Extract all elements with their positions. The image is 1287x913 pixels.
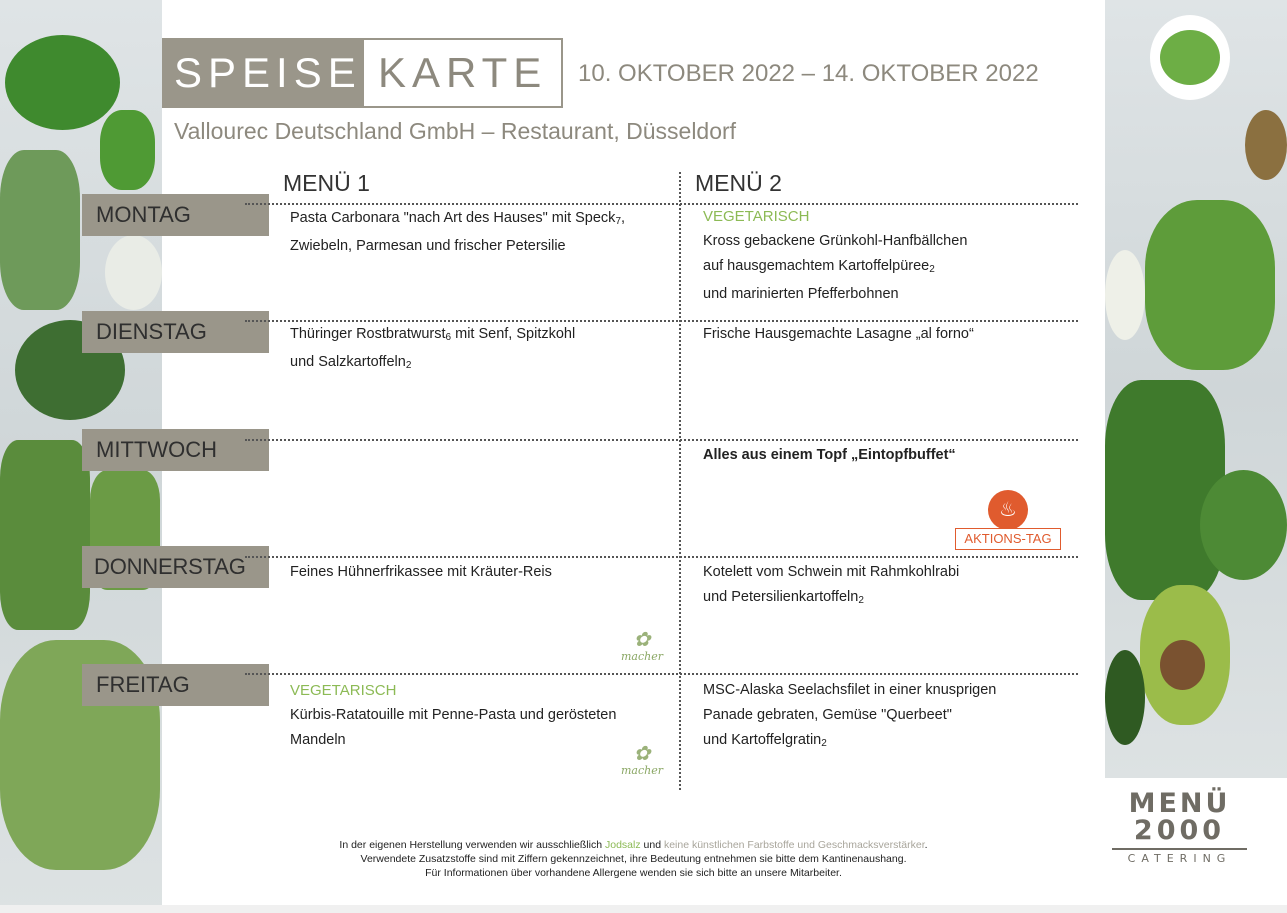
dish-menu1-monday: Pasta Carbonara "nach Art des Hauses" mit Speck$_7$, Zwiebeln, Parmesan und frischer Petersilie bbox=[290, 210, 626, 254]
fitmacher-icon: ✿ bbox=[633, 627, 651, 651]
footer-line-2: Verwendete Zusatzstoffe sind mit Ziffern gekennzeichnet, ihre Bedeutung entnehmen sie bitte dem Kantinenaushang. bbox=[360, 853, 907, 865]
fitmacher-icon: ✿ bbox=[633, 741, 651, 765]
day-label-friday: FREITAG bbox=[82, 664, 269, 706]
day-label-monday: MONTAG bbox=[82, 194, 269, 236]
fitmacher-badge-thursday: ✿ macher bbox=[617, 628, 667, 668]
aktions-tag-badge: ♨ AKTIONS-TAG bbox=[955, 490, 1061, 550]
vegetables-photo-right bbox=[1105, 0, 1287, 778]
vegetarian-label: VEGETARISCH bbox=[290, 682, 397, 699]
vegetarian-label: VEGETARISCH bbox=[703, 208, 810, 225]
row-rule-friday bbox=[245, 673, 1078, 675]
dish-menu1-tuesday: Thüringer Rostbratwurst$_6$ mit Senf, Spitzkohl und Salzkartoffeln$_2$ bbox=[290, 326, 576, 371]
title-speise: SPEISE bbox=[162, 38, 364, 108]
menu2000-logo: MENÜ 2000 CATERING bbox=[1112, 790, 1247, 865]
day-label-tuesday: DIENSTAG bbox=[82, 311, 269, 353]
day-label-thursday: DONNERSTAG bbox=[82, 546, 269, 588]
dish-menu2-thursday: Kotelett vom Schwein mit Rahmkohlrabi und Petersilienkartoffeln$_2$ bbox=[703, 564, 960, 606]
row-rule-wednesday bbox=[245, 439, 1078, 441]
dish-menu2-friday: MSC-Alaska Seelachsfilet in einer knusprigen Panade gebraten, Gemüse "Querbeet" und Kartoffelgratin$_2$ bbox=[703, 682, 997, 749]
column-separator bbox=[679, 172, 681, 790]
fitmacher-badge-friday: ✿ macher bbox=[617, 742, 667, 782]
dish-menu2-tuesday: Frische Hausgemachte Lasagne „al forno“ bbox=[703, 326, 974, 342]
company-name: Vallourec Deutschland GmbH – Restaurant, Düsseldorf bbox=[174, 118, 737, 144]
page-bottom-edge bbox=[0, 905, 1287, 913]
date-range: 10. OKTOBER 2022 – 14. OKTOBER 2022 bbox=[578, 60, 1039, 87]
dish-menu1-thursday: Feines Hühnerfrikassee mit Kräuter-Reis bbox=[290, 564, 552, 580]
footer-line-3: Für Informationen über vorhandene Allergene wenden sie sich bitte an unsere Mitarbeiter. bbox=[425, 867, 842, 879]
title-karte: KARTE bbox=[378, 49, 548, 96]
row-rule-thursday bbox=[245, 556, 1078, 558]
day-label-wednesday: MITTWOCH bbox=[82, 429, 269, 471]
footer-line-1: In der eigenen Herstellung verwenden wir ausschließlich Jodsalz und keine künstlichen Farbstoffe und Geschmacksverstärker. bbox=[339, 839, 928, 851]
dish-menu2-monday: VEGETARISCH Kross gebackene Grünkohl-Hanfbällchen auf hausgemachtem Kartoffelpüree$_2$ und marinierten Pfefferbohnen bbox=[703, 204, 967, 307]
menu2-heading: MENÜ 2 bbox=[695, 170, 782, 196]
pot-icon: ♨ bbox=[988, 490, 1028, 530]
menu1-heading: MENÜ 1 bbox=[283, 170, 370, 196]
dish-menu2-wednesday: Alles aus einem Topf „Eintopfbuffet“ bbox=[703, 447, 956, 463]
dish-menu1-friday: VEGETARISCH Kürbis-Ratatouille mit Penne-Pasta und gerösteten Mandeln bbox=[290, 678, 616, 753]
